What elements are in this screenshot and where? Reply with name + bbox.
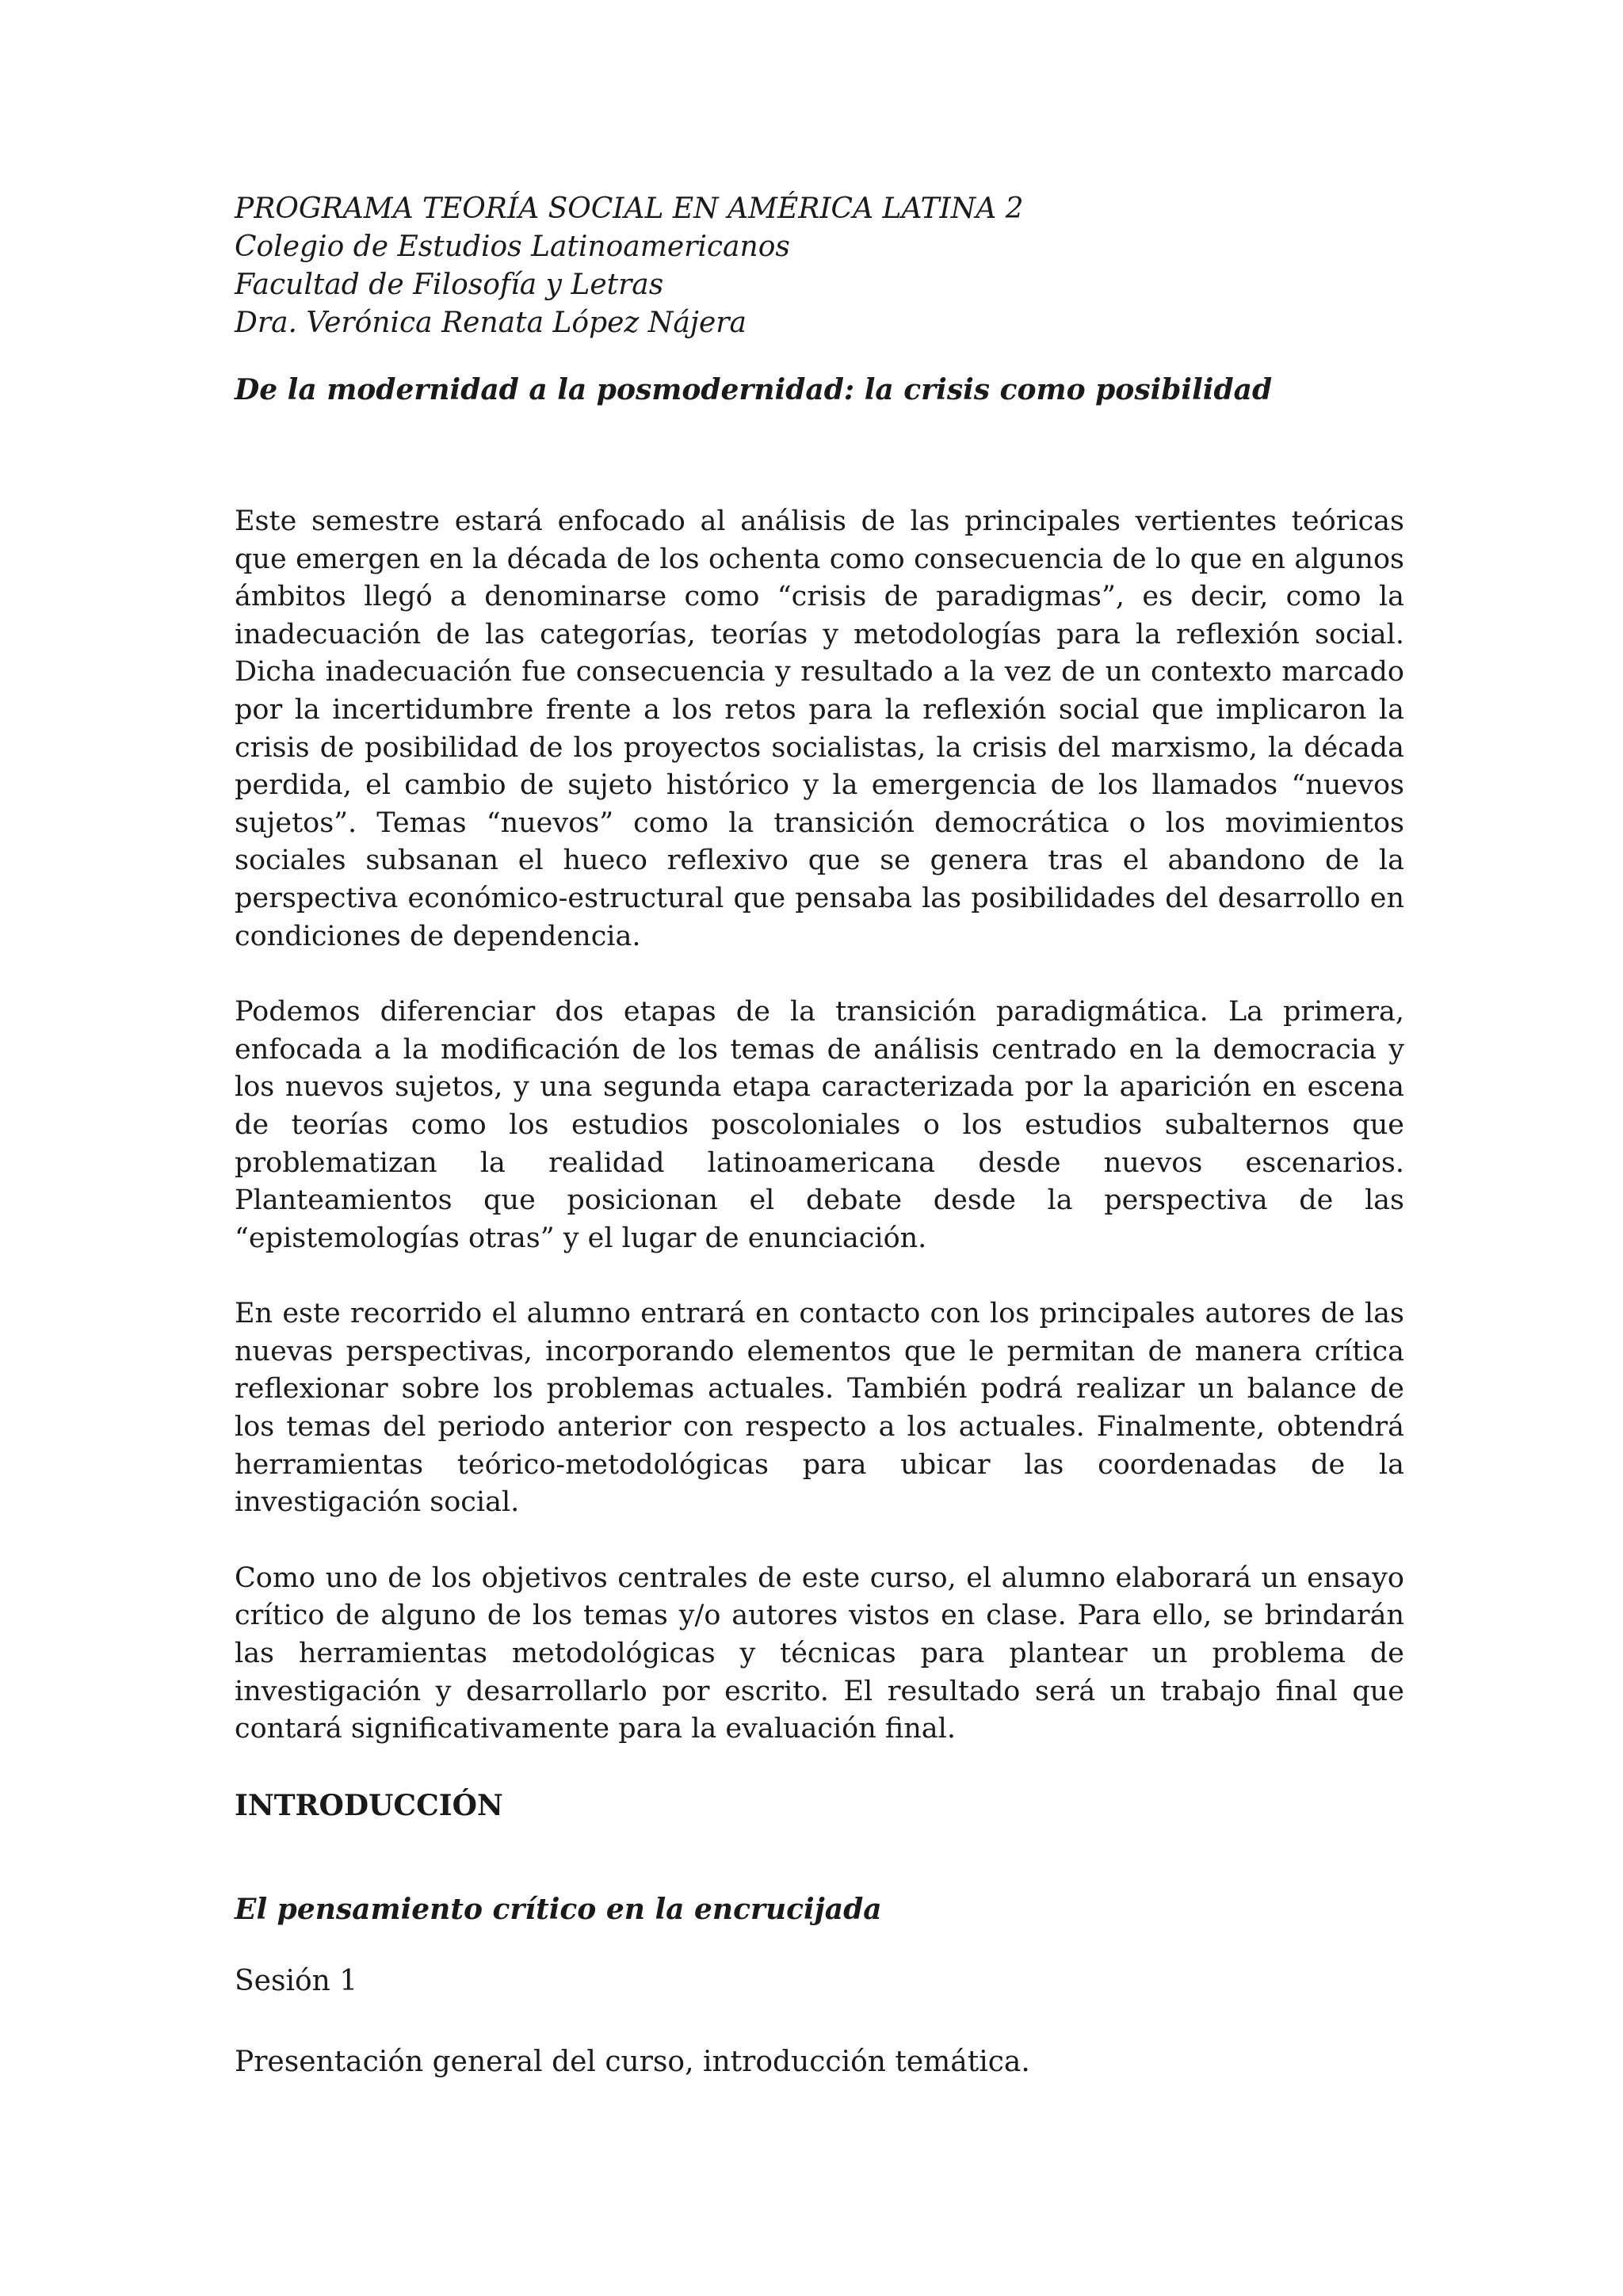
faculty-name: Facultad de Filosofía y Letras — [235, 269, 664, 301]
document-page — [235, 190, 1404, 2081]
college-name: Colegio de Estudios Latinoamericanos — [235, 231, 790, 263]
paragraph-2: Podemos diferenciar dos etapas de la transición paradigmática. La primera, enfocada a la modificación de los temas de análisis centrado en la democracia y los nuevos sujetos, y una segunda etapa caracterizada por la aparición en escena de teorías como los estudios poscoloniales o los estudios subalternos que problematizan la realidad latinoamericana desde nuevos escenarios. Planteamientos que posicionan el debate desde la perspectiva de las “epistemologías otras” y el lugar de enunciación. — [235, 996, 1404, 1254]
session-label: Sesión 1 — [235, 1964, 358, 1997]
section-topic: El pensamiento crítico en la encrucijada — [235, 1892, 882, 1926]
session-description: Presentación general del curso, introducción temática. — [235, 2045, 1030, 2078]
course-subtitle: De la modernidad a la posmodernidad: la crisis como posibilidad — [235, 373, 1273, 406]
professor-name: Dra. Verónica Renata López Nájera — [235, 307, 747, 339]
paragraph-1: Este semestre estará enfocado al análisis de las principales vertientes teóricas que emergen en la década de los ochenta como consecuencia de lo que en algunos ámbitos llegó a denominarse como “crisis de paradigmas”, es decir, como la inadecuación de las categorías, teorías y metodologías para la reflexión social. Dicha inadecuación fue consecuencia y resultado a la vez de un contexto marcado por la incertidumbre frente a los retos para la reflexión social que implicaron la crisis de posibilidad de los proyectos socialistas, la crisis del marxismo, la década perdida, el cambio de sujeto histórico y la emergencia de los llamados “nuevos sujetos”. Temas “nuevos” como la transición democrática o los movimientos sociales subsanan el hueco reflexivo que se genera tras el abandono de la perspectiva económico-estructural que pensaba las posibilidades del desarrollo en condiciones de dependencia. — [235, 505, 1404, 952]
program-title: PROGRAMA TEORÍA SOCIAL EN AMÉRICA LATINA 2 — [235, 193, 1024, 225]
paragraph-3: En este recorrido el alumno entrará en contacto con los principales autores de las nuevas perspectivas, incorporando elementos que le permitan de manera crítica reflexionar sobre los problemas actuales. También podrá realizar un balance de los temas del periodo anterior con respecto a los actuales. Finalmente, obtendrá herramientas teórico-metodológicas para ubicar las coordenadas de la investigación social. — [235, 1298, 1404, 1519]
section-heading: INTRODUCCIÓN — [235, 1788, 503, 1822]
paragraph-4: Como uno de los objetivos centrales de este curso, el alumno elaborará un ensayo crítico de alguno de los temas y/o autores vistos en clase. Para ello, se brindarán las herramientas metodológicas y técnicas para plantear un problema de investigación y desarrollarlo por escrito. El resultado será un trabajo final que contará significativamente para la evaluación final. — [235, 1562, 1404, 1745]
